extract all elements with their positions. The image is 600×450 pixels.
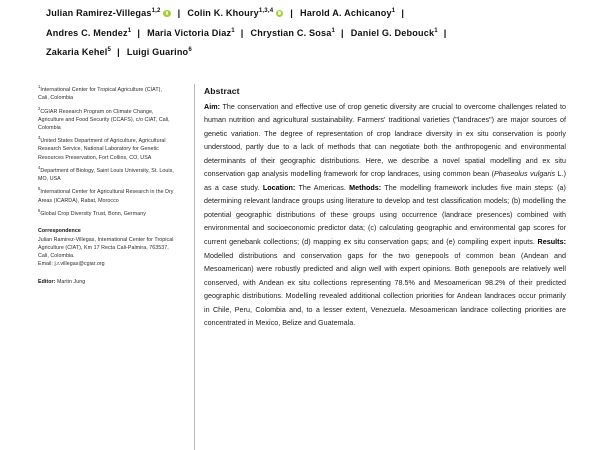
abstract-heading: Abstract <box>204 86 240 96</box>
editor-name: Martin Jung <box>56 279 86 286</box>
abstract-body <box>204 101 566 331</box>
abstract-section-label: Location: <box>262 183 296 192</box>
abstract-section-label: Methods: <box>349 183 382 192</box>
abstract-column <box>204 86 566 331</box>
affiliation-marker: 2 <box>38 105 41 111</box>
affiliation-item <box>38 86 174 102</box>
abstract-section-text: The Americas. <box>295 183 346 192</box>
author-name[interactable] <box>46 8 172 18</box>
author-list <box>46 4 566 63</box>
author-name[interactable] <box>46 47 111 57</box>
author-separator: | <box>290 8 294 18</box>
affiliation-marker: 1 <box>38 84 41 90</box>
author-name[interactable] <box>187 8 284 18</box>
abstract-section-text: The conservation and effective use of crop genetic diversity are crucial to overcome challenges related to human nutrition and agricultural sustainability. Farmers' traditional varieties ("landraces") are major sources of genetic variation. The degree of representation of crop landrace diversity in ex situ conservation is poorly understood, partly due to a lack of methods that can negotiate both the anthropogenic and environmental determinants of their geographic distributions. Here, we describe a novel spatial modelling and ex situ conservation gap analysis modelling framework for crop landraces, using common bean ( <box>204 102 566 179</box>
affiliation-marker: 4 <box>38 165 41 171</box>
affiliation-text: CGIAR Research Program on Climate Change, Agriculture and Food Security (CCAFS), c/o CIAT, Cali, Colombia <box>38 108 170 131</box>
affiliation-text: Global Crop Diversity Trust, Bonn, Germany <box>40 210 146 217</box>
author-separator: | <box>177 8 181 18</box>
affiliation-item <box>38 188 174 204</box>
author-name-text: Daniel G. Debouck <box>350 27 435 38</box>
author-separator: | <box>240 27 244 38</box>
author-affiliation-marker: 6 <box>188 45 192 53</box>
author-separator: | <box>443 27 447 38</box>
author-name-text: Luigi Guarino <box>126 47 189 57</box>
author-line <box>46 24 566 44</box>
affiliation-marker: 5 <box>38 186 41 192</box>
author-name-text: Julian Ramirez-Villegas <box>46 8 152 18</box>
affiliation-text: United States Department of Agriculture, Agricultural Research Service, National Laboratory for Genetic Resources Preservation, Fort Collins, CO, USA <box>38 138 166 161</box>
author-line <box>46 43 566 63</box>
author-name-text: Zakaria Kehel <box>46 47 108 57</box>
abstract-section-label: Results: <box>537 237 566 246</box>
species-name: Phaseolus vulgaris <box>494 170 556 179</box>
author-separator: | <box>137 27 141 38</box>
author-name[interactable] <box>351 28 438 38</box>
affiliation-marker: 6 <box>38 208 41 214</box>
correspondence-heading: Correspondence <box>38 228 81 235</box>
author-affiliation-marker: 1 <box>434 26 438 34</box>
affiliations-column <box>38 86 174 286</box>
author-separator: | <box>401 8 405 18</box>
author-name[interactable] <box>127 47 192 57</box>
affiliation-item <box>38 167 174 183</box>
author-name-text: Colin K. Khoury <box>187 8 259 18</box>
abstract-section-label: Aim: <box>204 102 221 111</box>
author-separator: | <box>341 27 344 38</box>
author-name-text: Harold A. Achicanoy <box>300 8 392 18</box>
author-affiliation-marker: 1 <box>127 26 132 34</box>
abstract-section-text-after: L.) as a case study. <box>204 170 566 192</box>
author-name[interactable] <box>300 8 395 18</box>
author-line <box>46 4 566 24</box>
correspondence-body: Julian Ramirez-Villegas, International Center for Tropical Agriculture (CIAT), Km 17 Recta Cali-Palmira, 763537, Cali, Colombia. <box>38 236 174 260</box>
author-name-text: Andres C. Mendez <box>46 27 128 38</box>
affiliation-list <box>38 86 174 218</box>
affiliation-item <box>38 210 174 218</box>
author-affiliation-marker: 1 <box>391 6 396 14</box>
editor-label: Editor: <box>38 279 56 286</box>
affiliation-text: International Center for Tropical Agriculture (CIAT), Cali, Colombia <box>38 87 162 102</box>
author-name[interactable] <box>147 28 235 38</box>
abstract-section-text: Modelled distributions and conservation gaps for the two genepools of common bean (Andean and Mesoamerican) were robustly predicted and align well with expert opinions. Both genepools are relatively well conserved, with Andean ex situ collections representing 78.5% and Mesoamerican 98.2% of their predicted geographic distributions. Modelling revealed additional collection priorities for Andean landraces occur primarily in Chile, Peru, Colombia and, to a lesser extent, Venezuela. Mesoamerican landrace collecting priorities are concentrated in Mexico, Belize and Guatemala. <box>204 251 566 328</box>
author-name-text: Maria Victoria Diaz <box>147 27 232 38</box>
affiliation-item <box>38 137 174 162</box>
author-affiliation-marker: 1 <box>331 26 336 34</box>
orcid-icon[interactable] <box>163 10 171 18</box>
affiliation-marker: 3 <box>38 135 41 141</box>
editor-line <box>38 278 174 286</box>
correspondence-email[interactable]: Email: j.r.villegas@cgiar.org <box>38 261 105 268</box>
author-affiliation-marker: 1,2 <box>151 6 161 14</box>
affiliation-text: International Center for Agricultural Research in the Dry Areas (ICARDA), Rabat, Morocco <box>38 189 174 204</box>
abstract-section-text: The modelling framework includes five main steps: (a) determining relevant landrace groups using literature to develop and test classification models; (b) modelling the potential geographic distributions of these groups using occurrence (landrace presences) combined with environmental and socioeconomic predictor data; (c) calculating geographic and environmental gap scores for current genebank collections; (d) mapping ex situ conservation gaps; and (e) compiling expert inputs. <box>204 183 566 246</box>
author-name-text: Chrystian C. Sosa <box>250 27 332 38</box>
author-name[interactable] <box>251 28 336 38</box>
author-affiliation-marker: 1 <box>231 26 235 34</box>
author-affiliation-marker: 1,3,4 <box>258 6 274 14</box>
affiliation-item <box>38 105 174 133</box>
affiliation-text: Department of Biology, Saint Louis University, St. Louis, MO, USA <box>38 167 174 183</box>
abstract-paragraph <box>204 101 566 331</box>
author-separator: | <box>117 47 120 57</box>
author-name[interactable] <box>46 28 131 38</box>
column-divider <box>194 84 195 450</box>
orcid-icon[interactable] <box>276 10 284 18</box>
author-affiliation-marker: 5 <box>107 45 112 53</box>
correspondence-block <box>38 227 174 269</box>
